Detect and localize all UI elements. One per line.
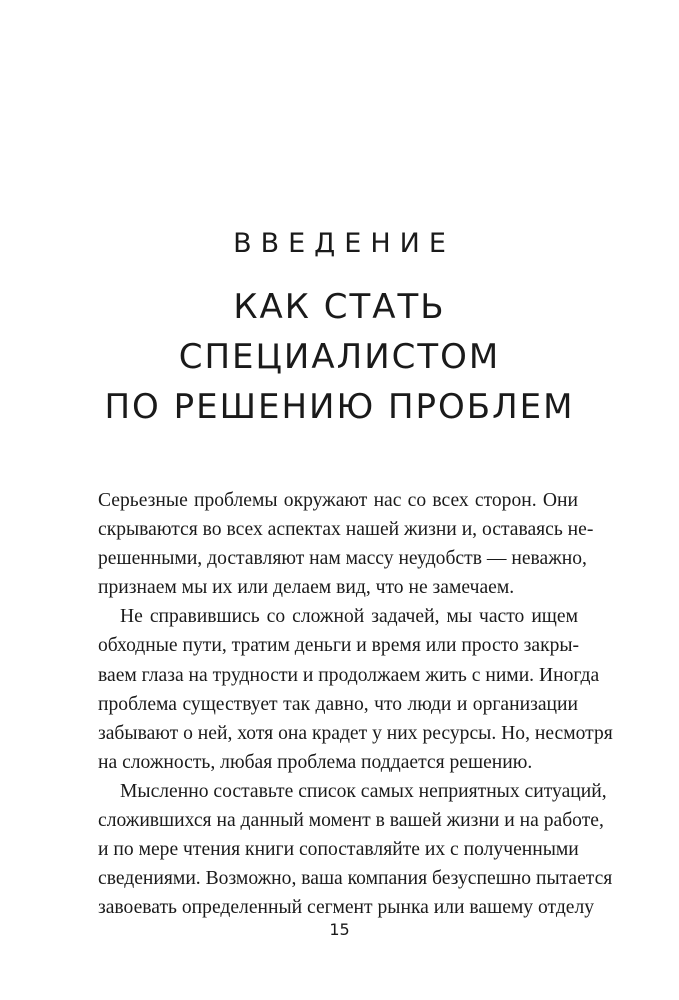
text-line: на сложность, любая проблема поддается решению. [98, 751, 533, 773]
text-line: признаем мы их или делаем вид, что не замечаем. [98, 577, 515, 599]
text-line: забывают о ней, хотя она крадет у них ресурсы. Но, несмотря [98, 722, 613, 744]
text-line: и по мере чтения книги сопоставляйте их с полученными [98, 839, 579, 861]
paragraph [98, 486, 594, 602]
chapter-title-line: ПО РЕШЕНИЮ ПРОБЛЕМ [104, 387, 575, 427]
text-line: Серьезные проблемы окружают нас со всех сторон. Они [98, 490, 578, 511]
text-line: скрываются во всех аспектах нашей жизни и, оставаясь не- [98, 519, 594, 541]
paragraph [98, 602, 613, 777]
text-line: Мысленно составьте список самых неприятных ситуаций, [120, 780, 607, 802]
chapter-title-line: СПЕЦИАЛИСТОМ [178, 337, 501, 377]
chapter-label: ВВЕДЕНИЕ [233, 228, 455, 259]
text-line: ваем глаза на трудности и продолжаем жить с ними. Иногда [98, 664, 600, 686]
paragraph [98, 777, 613, 922]
chapter-title [0, 282, 679, 432]
text-line: сведениями. Возможно, ваша компания безуспешно пытается [98, 868, 613, 890]
text-line: проблема существует так давно, что люди и организации [98, 693, 578, 715]
text-line: решенными, доставляют нам массу неудобств — неважно, [98, 548, 587, 570]
text-line: завоевать определенный сегмент рынка или вашему отделу [98, 897, 595, 919]
body-text [98, 486, 613, 922]
text-line: сложившихся на данный момент в вашей жизни и на работе, [98, 810, 604, 832]
text-line: обходные пути, тратим деньги и время или просто закры- [98, 635, 580, 657]
chapter-title-line: КАК СТАТЬ [233, 287, 446, 327]
text-line: Не справившись со сложной задачей, мы часто ищем [120, 606, 578, 628]
page-number: 15 [329, 920, 350, 939]
